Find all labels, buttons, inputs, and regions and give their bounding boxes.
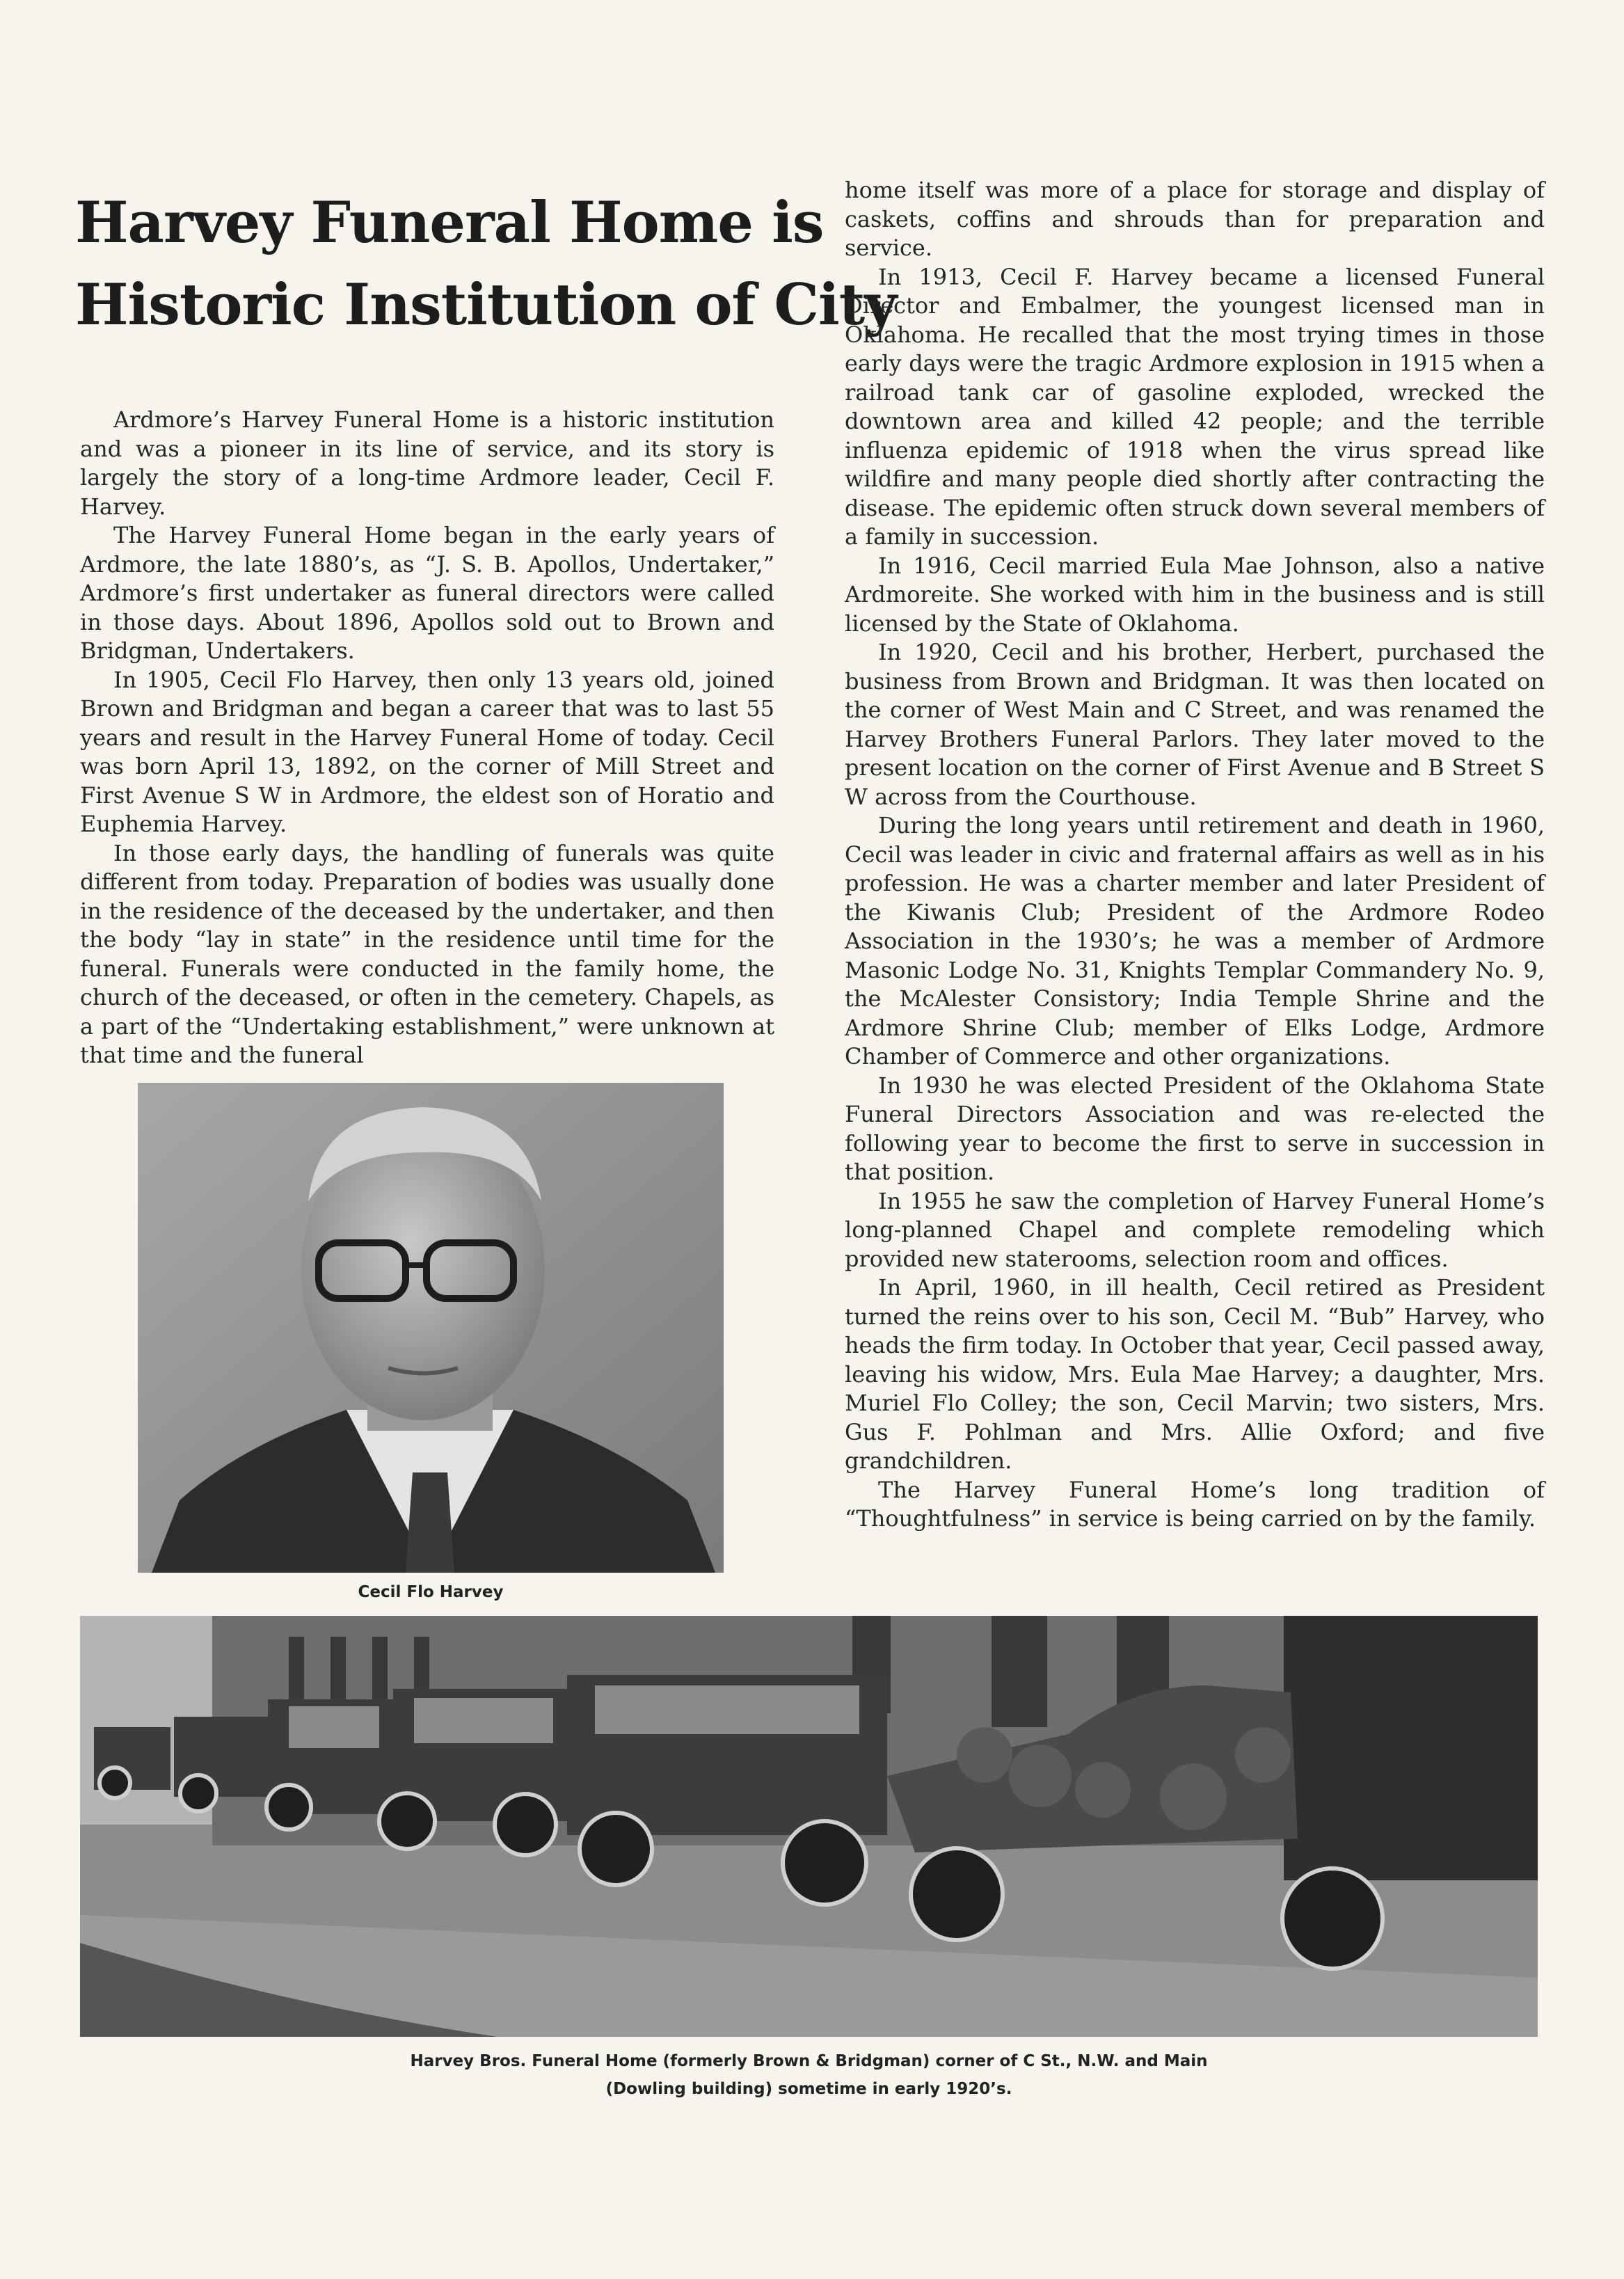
- street-caption: [80, 2047, 1538, 2103]
- paragraph: In 1905, Cecil Flo Harvey, then only 13 years old, joined Brown and Bridgman and began a career that was to last 55 years and result in the Harvey Funeral Home of today. Cecil was born April 13, 1892, on the corner of Mill Street and First Avenue S W in Ardmore, the eldest son of Horatio and Euphemia Harvey.: [80, 666, 774, 837]
- portrait-image: [138, 1083, 724, 1573]
- paragraph: In 1920, Cecil and his brother, Herbert, purchased the business from Brown and Bridgman. It was then located on the corner of West Main and C Street, and was renamed the Harvey Brothers Funeral Parlors. They later moved to the present location on the corner of First Avenue and B Street S W across from the Courthouse.: [845, 639, 1545, 810]
- paragraph: In 1930 he was elected President of the Oklahoma State Funeral Directors Association and was re-elected the following year to become the first to serve in succession in that position.: [845, 1072, 1545, 1185]
- street-caption-line-1: Harvey Bros. Funeral Home (formerly Brown & Bridgman) corner of C St., N.W. and Main: [410, 2052, 1208, 2070]
- paragraph: In 1916, Cecil married Eula Mae Johnson, also a native Ardmoreite. She worked with him in the business and is still licensed by the State of Oklahoma.: [845, 552, 1545, 637]
- headline-line-1: Harvey Funeral Home is: [75, 190, 824, 256]
- paragraph: The Harvey Funeral Home began in the early years of Ardmore, the late 1880’s, as “J. S. B. Apollos, Undertaker,” Ardmore’s first undertaker as funeral directors were called in those days. About 1896, Apollos sold out to Brown and Bridgman, Undertakers.: [80, 522, 774, 664]
- headline-line-2: Historic Institution of City: [75, 272, 897, 338]
- portrait-photo: [138, 1083, 724, 1573]
- left-text-column: [80, 406, 774, 1070]
- paragraph: Ardmore’s Harvey Funeral Home is a historic institution and was a pioneer in its line of service, and its story is largely the story of a long-time Ardmore leader, Cecil F. Harvey.: [80, 406, 774, 520]
- paragraph: In 1913, Cecil F. Harvey became a licensed Funeral Director and Embalmer, the youngest licensed man in Oklahoma. He recalled that the most trying times in those early days were the tragic Ardmore explosion in 1915 when a railroad tank car of gasoline exploded, wrecked the downtown area and killed 42 people; and the terrible influenza epidemic of 1918 when the virus spread like wildfire and many people died shortly after contracting the disease. The epidemic often struck down several members of a family in succession.: [845, 263, 1545, 550]
- article-headline: [75, 182, 897, 347]
- street-caption-line-2: (Dowling building) sometime in early 1920’s.: [605, 2080, 1012, 2098]
- street-image: [80, 1616, 1538, 2037]
- paragraph: In 1955 he saw the completion of Harvey Funeral Home’s long-planned Chapel and complete remodeling which provided new staterooms, selection room and offices.: [845, 1187, 1545, 1272]
- paragraph: home itself was more of a place for storage and display of caskets, coffins and shrouds than for preparation and service.: [845, 177, 1545, 261]
- portrait-caption: Cecil Flo Harvey: [358, 1583, 504, 1601]
- paragraph: In those early days, the handling of funerals was quite different from today. Preparation of bodies was usually done in the residence of the deceased by the undertaker, and then the body “lay in state” in the residence until time for the funeral. Funerals were conducted in the family home, the church of the deceased, or often in the cemetery. Chapels, as a part of the “Undertaking establishment,” were unknown at that time and the funeral: [80, 839, 774, 1068]
- right-text-column: [845, 176, 1545, 1534]
- street-photo: [80, 1616, 1538, 2037]
- paragraph: During the long years until retirement and death in 1960, Cecil was leader in civic and fraternal affairs as well as in his profession. He was a charter member and later President of the Kiwanis Club; President of the Ardmore Rodeo Association in the 1930’s; he was a member of Ardmore Masonic Lodge No. 31, Knights Templar Commandery No. 9, the McAlester Consistory; India Temple Shrine and the Ardmore Shrine Club; member of Elks Lodge, Ardmore Chamber of Commerce and other organizations.: [845, 812, 1545, 1070]
- paragraph: The Harvey Funeral Home’s long tradition of “Thoughtfulness” in service is being carried on by the family.: [845, 1476, 1545, 1532]
- paragraph: In April, 1960, in ill health, Cecil retired as President turned the reins over to his son, Cecil M. “Bub” Harvey, who heads the firm today. In October that year, Cecil passed away, leaving his widow, Mrs. Eula Mae Harvey; a daughter, Mrs. Muriel Flo Colley; the son, Cecil Marvin; two sisters, Mrs. Gus F. Pohlman and Mrs. Allie Oxford; and five grandchildren.: [845, 1274, 1545, 1474]
